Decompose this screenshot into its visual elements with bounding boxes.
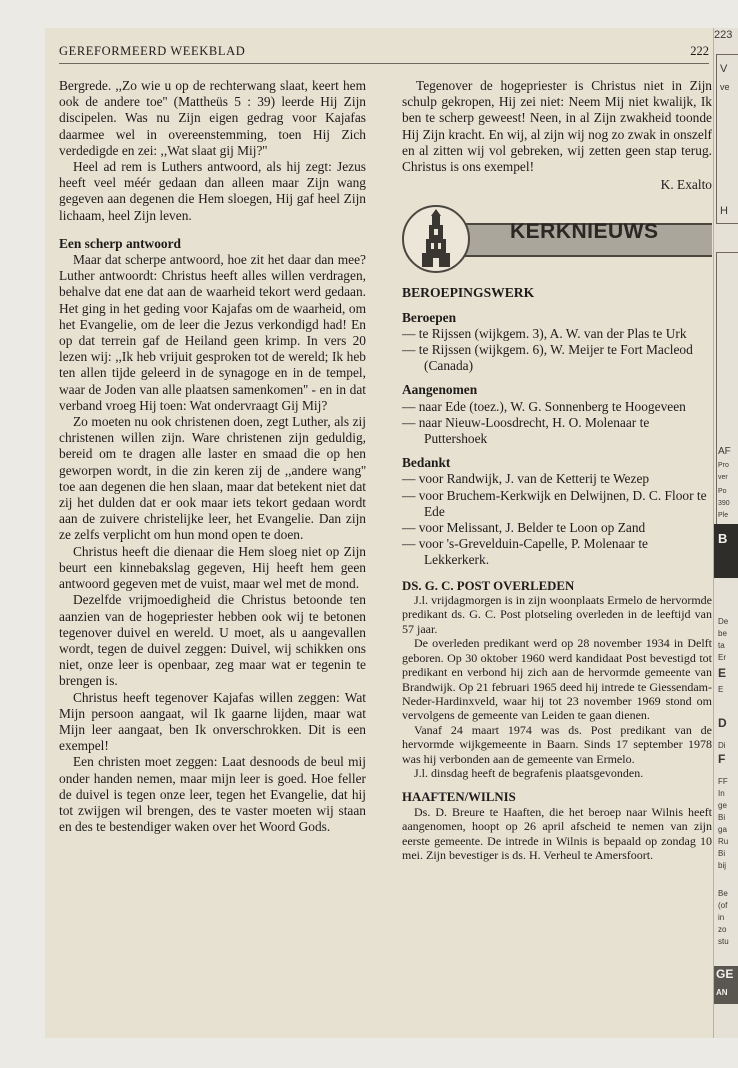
list-item: — naar Ede (toez.), W. G. Sonnenberg te Hoogeveen <box>402 398 686 414</box>
aangenomen-list <box>402 399 712 448</box>
edge-text: B <box>718 531 728 546</box>
edge-text: GE <box>716 967 734 981</box>
section-heading: BEROEPINGSWERK <box>402 285 535 301</box>
edge-text: FF <box>718 777 728 786</box>
edge-text: ga <box>718 825 727 834</box>
edge-text: In <box>718 789 725 798</box>
paragraph: Een christen moet zeggen: Laat desnoods de beul mij onder handen nemen, maar mijn leer is goed. Hoe feller de duivel is tegen onze leer, tegen het Evangelie, dat hij tot zwijgen wil brengen, des te vaster moeten wij staan en des te bestendiger waken over het Woord Gods. <box>59 754 366 835</box>
edge-text: F <box>718 752 726 766</box>
list-item: — te Rijssen (wijkgem. 3), A. W. van der Plas te Urk <box>402 325 687 341</box>
edge-text: zo <box>718 925 727 934</box>
paragraph: Maar dat scherpe antwoord, hoe zit het daar dan mee? Luther antwoordt: Christus heeft alles willen verdragen, behalve dat ene dat aan de waarheid tekort werd gedaan. Het ging in het geding voor Kajafas om de waarheid, om het Evangelie, om de leer die Jezus verkondigd had! En op dat terrein gaf de Heiland geen krimp. In vers 20 lezen wij: ,,Ik heb vrijuit gesproken tot de wereld; Ik heb ten allen tijde geleerd in de synagoge en in de tempel, waar de Joden van alle plaatsen samenkomen'' - en in dat verband vroeg Hij toen: Wat ondervraagt Gij Mij? <box>59 252 366 413</box>
paragraph: Christus heeft die dienaar die Hem sloeg niet op Zijn beurt een kinnebakslag gegeven, Hij heeft hem geen antwoord gegeven met de vuist, maar wel met de mond. <box>59 543 366 592</box>
paragraph: Zo moeten nu ook christenen doen, zegt Luther, als zij christenen willen zijn. Ware christenen zijn geduldig, bereid om te dragen alle laster en smaad die op hen geworpen wordt, in die zin keren zij de ,,andere wang'' toe aan degenen die hen slaan, maar dat betekent niet dat zij het dulden dat er ook maar iets tekort gedaan wordt aan de zuivere christelijke leer, het Evangelie. Dan zijn ze zelfs verplicht om hun mond open te doen. <box>59 414 366 543</box>
edge-text: Di <box>718 741 726 750</box>
news-heading: HAAFTEN/WILNIS <box>402 790 516 805</box>
edge-text: stu <box>718 937 729 946</box>
subheading: Een scherp antwoord <box>59 235 182 251</box>
page-number: 222 <box>690 44 709 58</box>
page-header <box>59 42 709 64</box>
edge-box <box>716 54 738 224</box>
category-heading: Beroepen <box>402 309 457 325</box>
next-page-number: 223 <box>714 29 733 41</box>
edge-text: 390 <box>718 500 730 507</box>
edge-text: Pro <box>718 462 729 469</box>
news-heading: DS. G. C. POST OVERLEDEN <box>402 578 575 593</box>
author-signature: K. Exalto <box>660 177 712 193</box>
edge-text: E <box>718 685 724 694</box>
edge-text: bij <box>718 861 727 870</box>
edge-text: in <box>718 913 725 922</box>
paragraph: De overleden predikant werd op 28 november 1934 in Delft geboren. Op 30 oktober 1960 werd kandidaat Post bevestigd tot predikant en verbond hij zich aan de hervormde gemeente van Brandwijk. Op 21 februari 1965 deed hij intrede te Giessendam-Neder-Hardinxveld, waar hij tot 23 november 1969 stond om vervolgens de gemeente van Leiden te gaan dienen. <box>402 636 712 723</box>
paragraph: Christus heeft tegenover Kajafas willen zeggen: Wat Mijn persoon aangaat, wil Ik gaarne lijden, maar wat Mijn leer aangaat, ben Ik onverschrokken. Dit is een exempel! <box>59 689 366 754</box>
magazine-page <box>45 28 713 1038</box>
news-block <box>402 579 712 863</box>
paragraph: Vanaf 24 maart 1974 was ds. Post predikant van de hervormde wijkgemeente in Baarn. Sinds 17 september 1978 was hij verbonden aan de gemeente van Ermelo. <box>402 722 712 766</box>
publication-title: GEREFORMEERD WEEKBLAD <box>59 44 246 58</box>
edge-text: Er <box>718 653 726 662</box>
list-item: — naar Nieuw-Loosdrecht, H. O. Molenaar te Puttershoek <box>402 414 650 447</box>
banner-title: KERKNIEUWS <box>510 220 659 244</box>
paragraph: Tegenover de hogepriester is Christus niet in Zijn schulp gekropen, Hij zei niet: Neem Mij niet kwalijk, Ik ben te scherp geweest! Neen, in al Zijn zwakheid toonde Hij Zijn kracht. En wij, al zijn wij nog zo zwak in onszelf en al zitten wij vol gebreken, wij zetten geen stap terug. Christus is ons exempel! <box>402 78 712 175</box>
edge-text: Po <box>718 488 727 495</box>
edge-text: Be <box>718 889 728 898</box>
edge-text: E <box>718 666 727 680</box>
edge-text: De <box>718 617 729 626</box>
list-item: — voor Melissant, J. Belder te Loon op Zand <box>402 520 646 536</box>
edge-text: D <box>718 716 727 730</box>
edge-text: ta <box>718 641 725 650</box>
edge-text: Ple <box>718 512 729 519</box>
edge-text: (of <box>718 901 728 910</box>
list-item: — voor Bruchem-Kerkwijk en Delwijnen, D. C. Floor te Ede <box>402 487 707 519</box>
edge-text: H <box>720 205 728 217</box>
left-column <box>59 78 366 835</box>
paragraph: J.l. vrijdagmorgen is in zijn woonplaats Ermelo de hervormde predikant ds. G. C. Post plotseling overleden in de leeftijd van 57 jaar. <box>402 593 712 636</box>
beroepen-list <box>402 326 712 375</box>
list-item: — voor Randwijk, J. van de Ketterij te Wezep <box>402 471 650 487</box>
edge-text: ge <box>718 801 727 810</box>
edge-text: AF <box>718 446 731 457</box>
right-column <box>402 78 712 862</box>
church-tower-icon <box>402 205 470 273</box>
list-item: — te Rijssen (wijkgem. 6), W. Meijer te Fort Macleod (Canada) <box>402 342 693 374</box>
edge-text: Bi <box>718 813 726 822</box>
edge-text: ve <box>720 82 730 92</box>
edge-text: be <box>718 629 727 638</box>
paragraph: Bergrede. ,,Zo wie u op de rechterwang slaat, keert hem ook de andere toe'' (Mattheüs 5 : 39) leerde Hij Zijn discipelen. Was nu Zijn eigen gedrag voor Kajafas daarmee wel in overeenstemming, toen Hij Zich verdedigde en zei: ,,Wat slaat gij Mij?'' <box>59 78 366 158</box>
edge-text: ver <box>718 474 728 481</box>
category-heading: Bedankt <box>402 455 451 471</box>
list-item: — voor 's-Grevelduin-Capelle, P. Molenaar te Lekkerkerk. <box>402 536 648 568</box>
paragraph: Dezelfde vrijmoedigheid die Christus betoonde ten aanzien van de hogepriester hebben ook wij te betonen tegenover duivel en wereld. U moet, als u aangevallen wordt, tegen de duivel zeggen: Duivel, wij schikken ons niet, onze leer is openbaar, zeg maar wat er tegenin te brengen is. <box>59 592 366 689</box>
paragraph: J.l. dinsdag heeft de begrafenis plaatsgevonden. <box>414 765 644 780</box>
edge-text: V <box>720 63 728 75</box>
category-heading: Aangenomen <box>402 382 478 398</box>
bedankt-list <box>402 471 712 568</box>
next-page-edge <box>713 28 738 1038</box>
kerknieuws-banner <box>402 205 712 273</box>
edge-text: Bi <box>718 849 726 858</box>
paragraph: Ds. D. Breure te Haaften, die het beroep naar Wilnis heeft aangenomen, hoopt op 26 april afscheid te nemen van zijn eerste gemeente. De intrede in Wilnis is bepaald op zondag 10 mei. Zijn bevestiger is ds. H. Verheul te Amersfoort. <box>402 804 712 862</box>
edge-text: Ru <box>718 837 729 846</box>
edge-text: AN <box>716 988 728 997</box>
paragraph: Heel ad rem is Luthers antwoord, als hij zegt: Jezus heeft veel méér gedaan dan alleen maar Zijn wang gegeven aan degenen die Hem sloegen, Hij gaf heel Zijn lichaam, heel Zijn leven. <box>59 159 366 223</box>
